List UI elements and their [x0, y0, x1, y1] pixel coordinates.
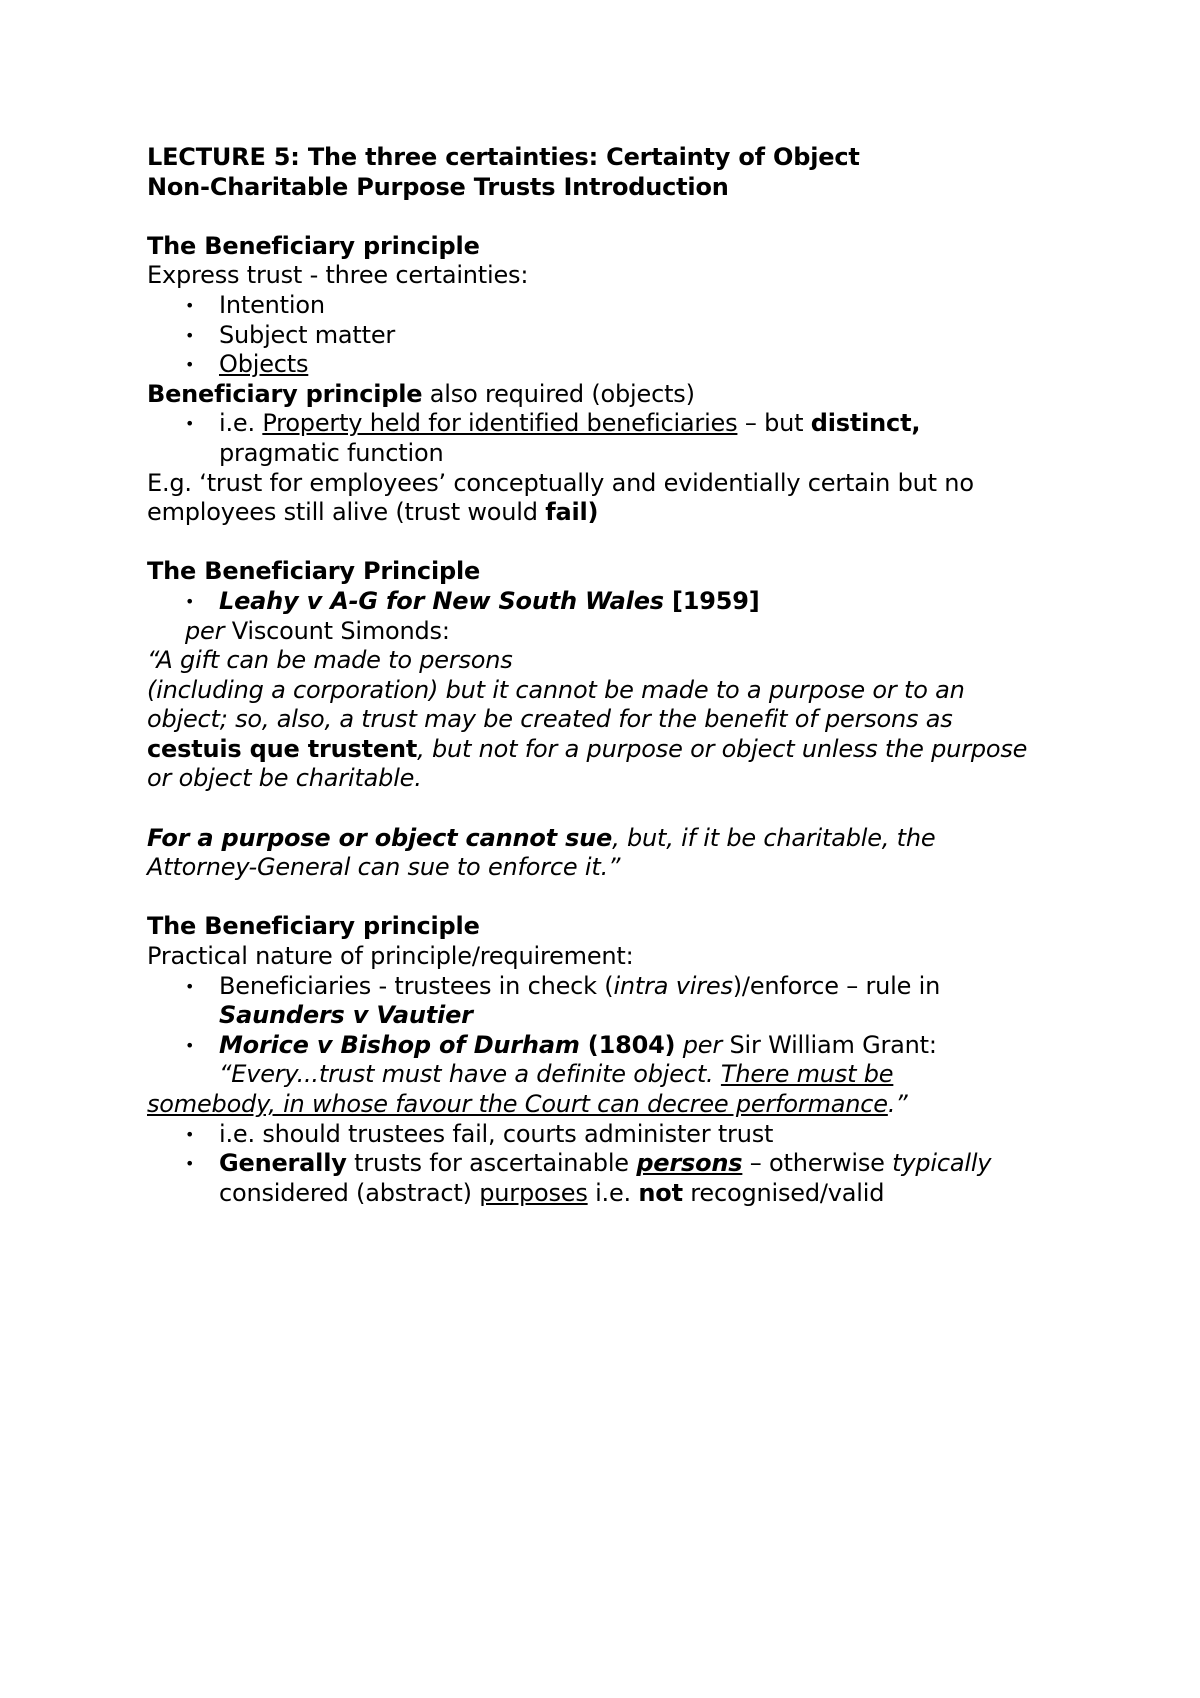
list-item-continuation: pragmatic function [219, 438, 444, 467]
quote-line: (including a corporation) but it cannot be made to a purpose or to an [147, 675, 965, 704]
bullet-icon: • [185, 591, 195, 611]
text-run: i.e. [587, 1178, 639, 1207]
text-run: per [675, 1030, 723, 1059]
quote-line: Attorney-General can sue to enforce it.” [147, 853, 621, 882]
section-heading: The Beneficiary principle [147, 231, 480, 260]
list-item [147, 1031, 1077, 1061]
text-run: – otherwise [742, 1149, 893, 1178]
document-subtitle: Non-Charitable Purpose Trusts Introduction [147, 172, 729, 201]
paragraph: E.g. ‘trust for employees’ conceptually and evidentially certain but no [147, 468, 974, 497]
quote-line [147, 1060, 1077, 1090]
bullet-icon: • [185, 1035, 195, 1055]
text-run: , but, if it be charitable, the [612, 823, 936, 852]
text-run: i.e. [219, 409, 263, 438]
text-run: – but [737, 409, 811, 438]
list-item-continuation [147, 1179, 1077, 1209]
case-year: [1959] [663, 586, 760, 615]
italic-phrase: intra vires [613, 971, 733, 1000]
list-item-text: i.e. should trustees fail, courts administer trust [219, 1119, 774, 1148]
case-name: Saunders v Vautier [219, 1001, 473, 1030]
underlined-phrase: purposes [479, 1178, 588, 1207]
document-page [147, 143, 1077, 1208]
underlined-phrase: somebody, in whose favour the Court can decree performance [147, 1090, 888, 1118]
attribution [147, 617, 1077, 647]
list-item [147, 1120, 1077, 1150]
bullet-icon: • [185, 414, 195, 434]
text-run: also required (objects) [422, 379, 695, 408]
bullet-icon: • [185, 355, 195, 375]
list-item [147, 972, 1077, 1002]
bold-phrase: fail) [545, 498, 599, 527]
text-run: “Every...trust must have a definite object. [219, 1060, 721, 1089]
quote-line: “A gift can be made to persons [147, 646, 513, 675]
text-run: employees still alive (trust would [147, 498, 546, 527]
section-heading: The Beneficiary principle [147, 912, 480, 941]
section-heading: The Beneficiary Principle [147, 557, 481, 586]
list-item [147, 1149, 1077, 1179]
text-run: )/enforce – rule in [732, 971, 941, 1000]
spacer [147, 202, 1077, 232]
quote-line: object; so, also, a trust may be created for the benefit of persons as [147, 705, 953, 734]
bullet-icon: • [185, 1124, 195, 1144]
case-name: Morice v Bishop of Durham [219, 1030, 580, 1059]
text-run: .” [887, 1090, 908, 1118]
spacer [147, 794, 1077, 824]
list-item [147, 350, 1077, 380]
case-year: (1804) [579, 1030, 676, 1059]
bullet-icon: • [185, 976, 195, 996]
bold-phrase: Beneficiary principle [147, 379, 423, 408]
list-item [147, 587, 1077, 617]
underlined-phrase: Property held for identified beneficiaries [262, 409, 738, 438]
list-item-text: Intention [219, 290, 325, 319]
list-item-text: Objects [219, 350, 309, 379]
emphasis-phrase: persons [636, 1149, 743, 1178]
text-run: per [185, 616, 225, 645]
list-item-text: Subject matter [219, 320, 396, 349]
spacer [147, 528, 1077, 558]
bullet-icon: • [185, 295, 195, 315]
bold-phrase: not [638, 1178, 683, 1207]
paragraph [147, 498, 1077, 528]
list-item [147, 291, 1077, 321]
text-run: , but not for a purpose or object unless the purpose [417, 734, 1028, 763]
bullet-icon: • [185, 325, 195, 345]
quote-line [147, 824, 1077, 854]
text-run: recognised/valid [682, 1178, 885, 1207]
section-intro: Practical nature of principle/requirement: [147, 942, 634, 971]
bold-phrase: Generally [219, 1149, 347, 1178]
text-run: Beneficiaries - trustees in check ( [219, 971, 614, 1000]
case-name: Leahy v A-G for New South Wales [219, 586, 664, 615]
spacer [147, 883, 1077, 913]
quote-line: or object be charitable. [147, 764, 422, 793]
underlined-phrase: There must be [720, 1060, 894, 1089]
text-run: Viscount Simonds: [224, 616, 450, 645]
section-intro: Express trust - three certainties: [147, 261, 529, 290]
bold-phrase: For a purpose or object cannot sue [147, 823, 613, 852]
text-run: Sir William Grant: [722, 1030, 937, 1059]
list-item [147, 409, 1077, 439]
paragraph [147, 380, 1077, 410]
italic-phrase: typically [892, 1149, 992, 1178]
quote-line [147, 1090, 1077, 1120]
text-run: considered (abstract) [219, 1178, 480, 1207]
quote-line [147, 735, 1077, 765]
list-item [147, 321, 1077, 351]
bullet-icon: • [185, 1154, 195, 1174]
bold-phrase: distinct [810, 409, 912, 438]
text-run: , [911, 409, 921, 438]
text-run: trusts for ascertainable [346, 1149, 637, 1178]
document-title: LECTURE 5: The three certainties: Certainty of Object [147, 143, 860, 171]
bold-phrase: cestuis que trustent [147, 734, 418, 763]
